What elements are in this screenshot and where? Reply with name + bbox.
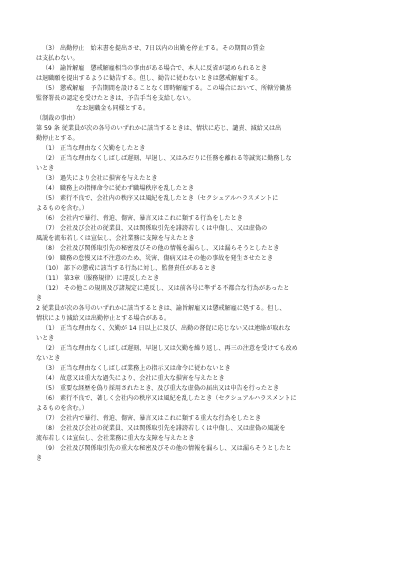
text-line: （5） 素行不良で、会社内の秩序又は風紀を乱したとき（セクシュアルハラスメントに xyxy=(42,195,279,202)
text-line: 情状により減給又は出勤停止とする場合がある。 xyxy=(36,315,171,322)
text-line: （5） 懲戒解雇 予告期間を設けることなく即時解雇する。この場合において、所轄労働基 xyxy=(42,85,292,92)
text-line: （4） 故意又は重大な過失により、会社に重大な損害を与えたとき xyxy=(42,375,225,382)
text-line: なお退職金も同様とする。 xyxy=(76,105,150,112)
text-line: （1） 正当な理由なく、欠勤が 14 日以上に及び、出勤の督促に応じない又は連絡が取れな xyxy=(42,325,291,332)
text-line: 流布若しくは宣伝し、会社業務に重大な支障を与えたとき xyxy=(36,435,195,442)
text-line: （1） 正当な理由なく欠勤をしたとき xyxy=(42,145,146,152)
text-line: ないとき xyxy=(36,355,61,362)
text-line: （3） 出勤停止 始末書を提出させ、7日以内の出勤を停止する。その期間の賃金 xyxy=(42,45,265,52)
text-line: 風説を流布若しくは宣伝し、会社業務に支障を与えたとき xyxy=(36,235,195,242)
text-line: （4） 諭旨解雇 懲戒解雇相当の事由がある場合で、本人に反省が認められるとき xyxy=(42,65,268,72)
text-line: （7） 会社内で暴行、脅迫、傷害、暴言又はこれに類する重大な行為をしたとき xyxy=(42,415,262,422)
text-line: 勤停止とする。 xyxy=(36,135,79,142)
text-line: （10） 部下の懲戒に該当する行為に対し、監督責任があるとき xyxy=(42,265,217,272)
text-line: （2） 正当な理由なくしばしば遅刻、早退し、又はみだりに任務を離れる等誠実に勤務しな xyxy=(42,155,292,162)
text-line: 2 従業員が次の各号のいずれかに該当するときは、諭旨解雇又は懲戒解雇に処する。但し、 xyxy=(36,305,286,312)
text-line: （3） 過失により会社に損害を与えたとき xyxy=(42,175,158,182)
text-line: いとき xyxy=(36,165,55,172)
text-line: （11） 第3章（服務規律）に違反したとき xyxy=(42,275,160,282)
text-line: 第 59 条 従業員が次の各号のいずれかに該当するときは、情状に応じ、譴責、減給又は出 xyxy=(36,125,282,132)
text-line: は退職願を提出するように勧告する。但し、勧告に従わないときは懲戒解雇する。 xyxy=(36,75,262,82)
text-line: （9） 職務の怠慢又は不注意のため、災害、傷病又はその他の事故を発生させたとき xyxy=(42,255,274,262)
text-line: き xyxy=(36,295,43,302)
text-line: よるものを含む。） xyxy=(36,405,88,412)
text-line: いとき xyxy=(36,335,55,342)
text-line: （5） 重要な経歴を偽り採用されたとき、及び重大な虚偽の届出又は申告を行ったとき xyxy=(42,385,280,392)
text-line: （8） 会社及び関係取引先の秘密及びその他の情報を漏らし、又は漏らそうとしたとき xyxy=(42,245,280,252)
text-line: は支払わない。 xyxy=(36,55,79,62)
text-line: （9） 会社及び関係取引先の重大な秘密及びその他の情報を漏らし、又は漏らそうとしたと xyxy=(42,445,292,452)
text-line: （4） 職務上の指揮命令に従わず職場秩序を乱したとき xyxy=(42,185,195,192)
text-line: （6） 会社内で暴行、脅迫、傷害、暴言又はこれに類する行為をしたとき xyxy=(42,215,243,222)
text-line: よるものを含む。） xyxy=(36,205,88,212)
text-line: 監督署長の認定を受けたときは、予告手当を支給しない。 xyxy=(36,95,195,102)
text-line: （3） 正当な理由なくしばしば業務上の指示又は命令に従わないとき xyxy=(42,365,231,372)
text-line: き xyxy=(36,455,43,462)
text-line: （制裁の事由） xyxy=(36,115,79,122)
text-line: （6） 素行不良で、著しく会社内の秩序又は風紀を乱したとき（セクシュアルハラスメントに xyxy=(42,395,297,402)
text-line: （12） その他この規則及び諸規定に違反し、又は前各号に準ずる不都合な行為があったと xyxy=(42,285,290,292)
text-line: （7） 会社及び会社の従業員、又は関係取引先を誹謗若しくは中傷し、又は虚偽の xyxy=(42,225,268,232)
text-line: （2） 正当な理由なくしばしば遅刻、早退し又は欠勤を繰り返し、再三の注意を受けても改め xyxy=(42,345,298,352)
text-line: （8） 会社及び会社の従業員、又は関係取引先を誹謗若しくは中傷し、又は虚偽の風説を xyxy=(42,425,286,432)
